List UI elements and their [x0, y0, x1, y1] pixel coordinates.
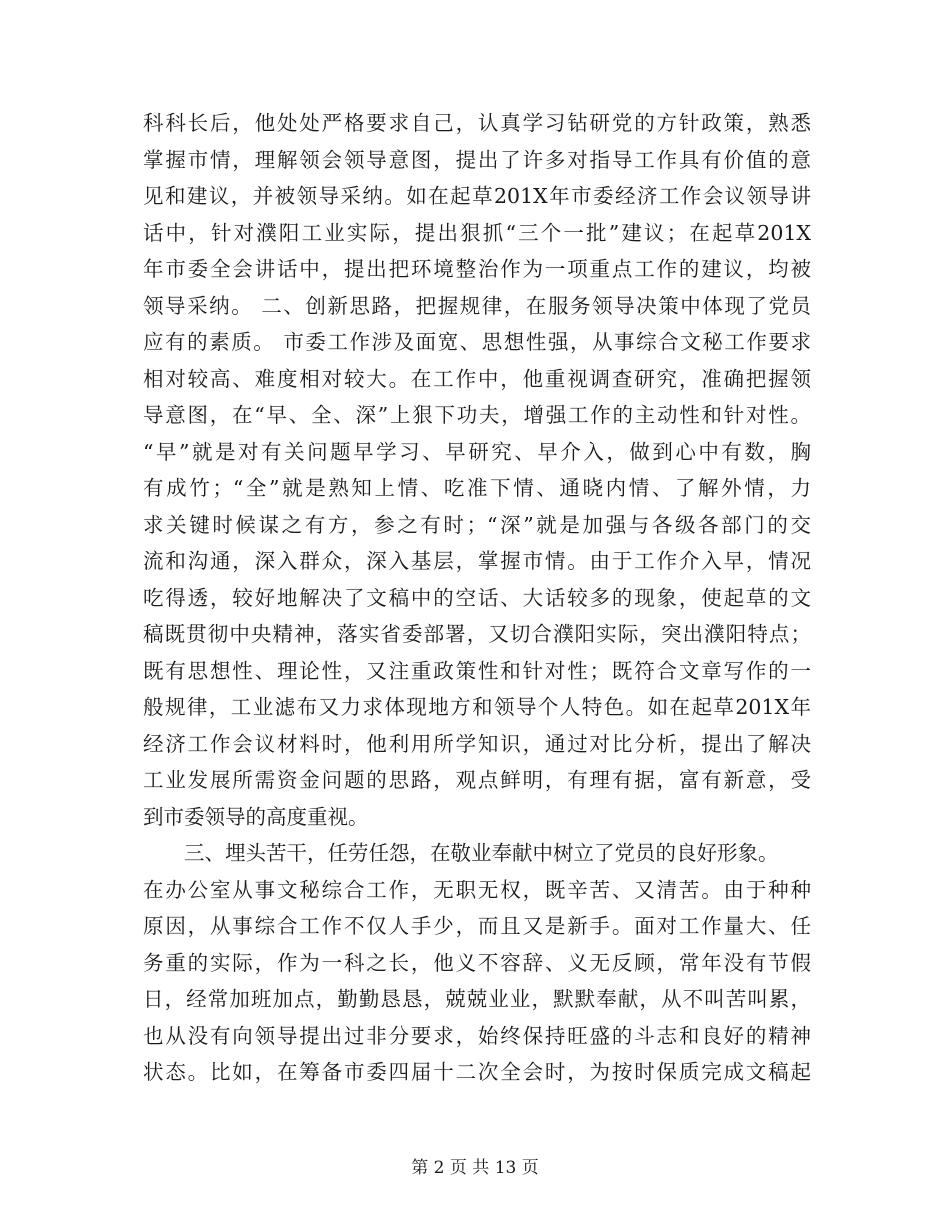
text-line: 应有的素质。 市委工作涉及面宽、思想性强，从事综合文秘工作要求 — [143, 330, 811, 354]
text-line: 稿既贯彻中央精神，落实省委部署，又切合濮阳实际，突出濮阳特点； — [143, 622, 811, 646]
text-line: 导意图，在“早、全、深”上狠下功夫，增强工作的主动性和针对性。 — [143, 403, 811, 427]
text-line: 经济工作会议材料时，他利用所学知识，通过对比分析，提出了解决 — [143, 731, 811, 756]
text-line: 科科长后，他处处严格要求自己，认真学习钻研党的方针政策，熟悉 — [143, 111, 811, 135]
text-line: 也从没有向领导提出过非分要求，始终保持旺盛的斗志和良好的精神 — [143, 1023, 811, 1048]
text-line-paragraph-end: 到市委领导的高度重视。 — [143, 804, 369, 829]
text-line: 话中，针对濮阳工业实际，提出狠抓“三个一批”建议；在起草201X — [143, 220, 811, 245]
text-line: 既有思想性、理论性，又注重政策性和针对性；既符合文章写作的一 — [143, 658, 811, 683]
text-line: 相对较高、难度相对较大。在工作中，他重视调查研究，准确把握领 — [143, 366, 811, 391]
text-line: 原因，从事综合工作不仅人手少，而且又是新手。面对工作量大、任 — [143, 914, 811, 938]
text-line: 见和建议，并被领导采纳。如在起草201X年市委经济工作会议领导讲 — [143, 184, 811, 208]
text-line: “早”就是对有关问题早学习、早研究、早介入，做到心中有数，胸 — [143, 439, 811, 464]
text-line: 在办公室从事文秘综合工作，无职无权，既辛苦、又清苦。由于种种 — [143, 877, 811, 902]
text-line: 领导采纳。 二、创新思路，把握规律，在服务领导决策中体现了党员 — [143, 293, 811, 318]
text-line: 日，经常加班加点，勤勤恳恳，兢兢业业，默默奉献，从不叫苦叫累， — [143, 987, 811, 1011]
text-line: 工业发展所需资金问题的思路，观点鲜明，有理有据，富有新意，受 — [143, 768, 811, 792]
text-line: 求关键时候谋之有方，参之有时；“深”就是加强与各级各部门的交 — [143, 512, 811, 537]
body-text — [143, 105, 811, 1091]
text-line: 流和沟通，深入群众，深入基层，掌握市情。由于工作介入早，情况 — [143, 549, 811, 573]
text-line: 状态。比如，在筹备市委四届十二次全会时，为按时保质完成文稿起 — [143, 1060, 811, 1084]
text-line: 年市委全会讲话中，提出把环境整治作为一项重点工作的建议，均被 — [143, 257, 811, 281]
text-line: 掌握市情，理解领会领导意图，提出了许多对指导工作具有价值的意 — [143, 147, 811, 172]
page-number-footer: 第 2 页 共 13 页 — [411, 1158, 539, 1178]
text-line: 务重的实际，作为一科之长，他义不容辞、义无反顾，常年没有节假 — [143, 950, 811, 975]
section-heading-line: 三、埋头苦干，任劳任怨，在敬业奉献中树立了党员的良好形象。 — [184, 841, 779, 865]
text-line: 有成竹；“全”就是熟知上情、吃准下情、通晓内情、了解外情，力 — [143, 476, 811, 500]
text-line: 般规律，工业滤布又力求体现地方和领导个人特色。如在起草201X年 — [143, 695, 811, 719]
text-line: 吃得透，较好地解决了文稿中的空话、大话较多的现象，使起草的文 — [143, 585, 811, 610]
